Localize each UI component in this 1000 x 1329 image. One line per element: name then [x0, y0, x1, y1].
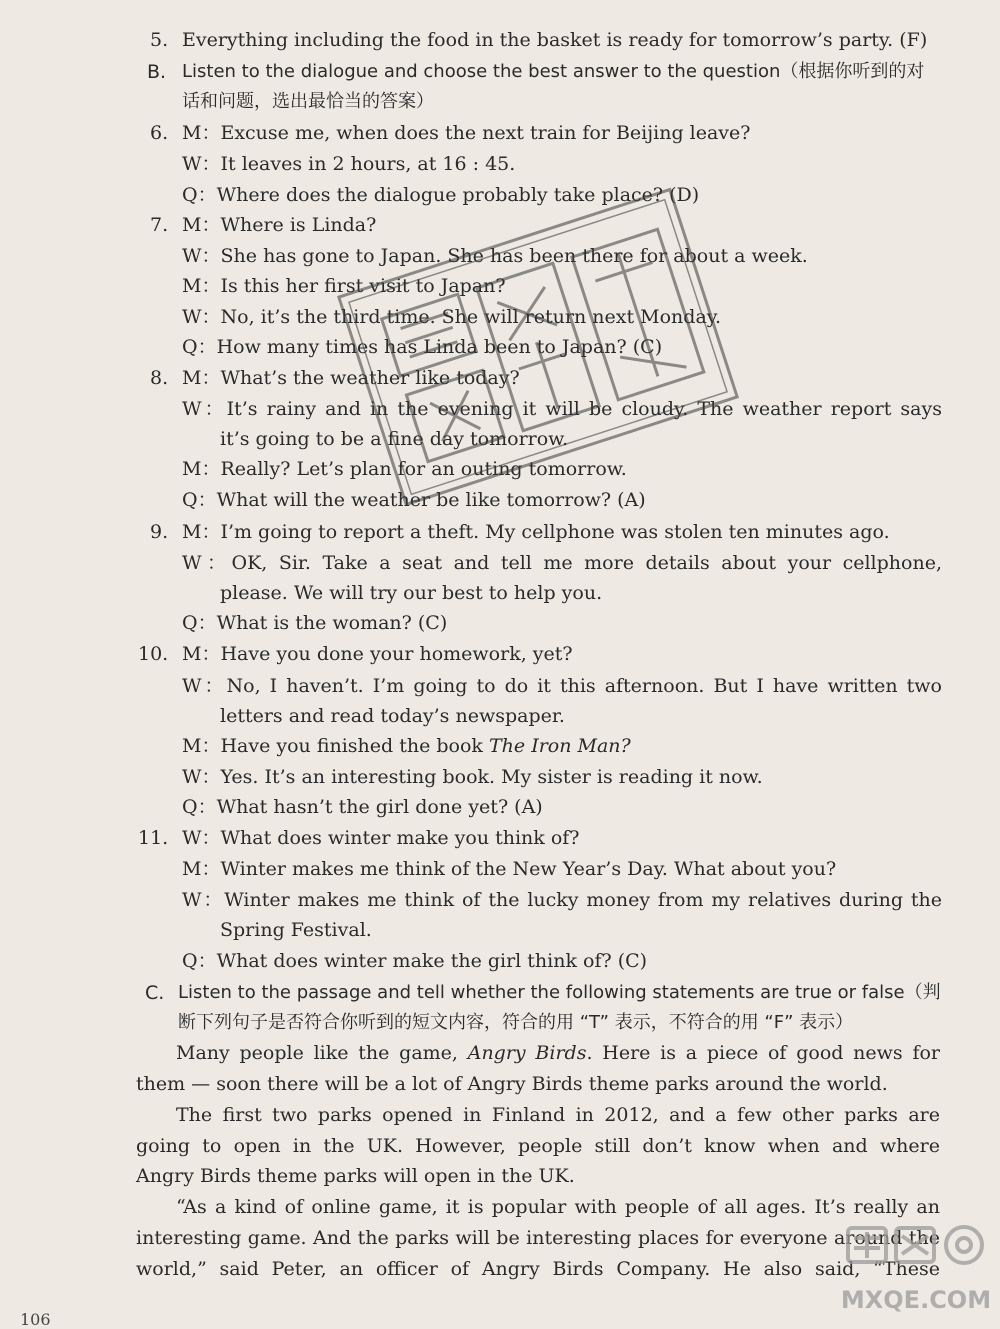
passage-line: going to open in the UK. However, people still don’t know when and where: [136, 1135, 940, 1157]
question-line: Q：What will the weather be like tomorrow? (A): [182, 489, 646, 511]
question-line: Q：What hasn’t the girl done yet? (A): [182, 796, 543, 818]
dialogue-line: M：Excuse me, when does the next train for Beijing leave?: [182, 122, 751, 144]
section-instruction: 话和问题，选出最恰当的答案）: [182, 91, 434, 112]
section-instruction: Listen to the dialogue and choose the best answer to the question（根据你听到的对: [182, 61, 925, 82]
dialogue-line: M：Winter makes me think of the New Year’s Day. What about you?: [182, 858, 837, 880]
question-line: Q：What does winter make the girl think of? (C): [182, 950, 648, 972]
dialogue-line: letters and read today’s newspaper.: [220, 705, 565, 727]
question-number: 10.: [138, 643, 169, 665]
section-letter: B.: [147, 61, 167, 83]
question-number: 11.: [138, 827, 169, 849]
dialogue-text: M：Have you finished the book: [182, 735, 489, 757]
page-number: 106: [20, 1310, 51, 1329]
dialogue-line: W：Winter makes me think of the lucky money from my relatives during the: [182, 889, 942, 911]
dialogue-line: W：It leaves in 2 hours, at 16 : 45.: [182, 153, 516, 175]
section-letter: C.: [145, 982, 165, 1004]
passage-text: . Here is a piece of good news for: [586, 1042, 940, 1064]
book-title: The Iron Man?: [489, 735, 631, 757]
dialogue-line: M：Where is Linda?: [182, 214, 377, 236]
question-number: 7.: [150, 214, 169, 236]
dialogue-line: M：What’s the weather like today?: [182, 367, 520, 389]
passage-line: interesting game. And the parks will be interesting places for everyone around the: [136, 1227, 940, 1249]
dialogue-line: it’s going to be a fine day tomorrow.: [220, 428, 569, 450]
dialogue-line: M：Is this her first visit to Japan?: [182, 275, 506, 297]
passage-text: Many people like the game,: [176, 1042, 468, 1064]
dialogue-line: W：OK, Sir. Take a seat and tell me more details about your cellphone,: [182, 552, 942, 574]
passage-line: world,” said Peter, an officer of Angry Birds Company. He also said, “These: [136, 1258, 940, 1280]
svg-text:MXQE.COM: MXQE.COM: [840, 1286, 992, 1314]
passage-line: “As a kind of online game, it is popular with people of all ages. It’s really an: [176, 1196, 940, 1218]
question-number: 6.: [150, 122, 169, 144]
dialogue-line: W：What does winter make you think of?: [182, 827, 580, 849]
passage-line: Angry Birds theme parks will open in the UK.: [136, 1165, 575, 1187]
question-number: 9.: [150, 521, 169, 543]
dialogue-line: M：I’m going to report a theft. My cellphone was stolen ten minutes ago.: [182, 521, 890, 543]
statement-text: Everything including the food in the basket is ready for tomorrow’s party. (F): [182, 29, 928, 51]
dialogue-line: W：No, I haven’t. I’m going to do it this afternoon. But I have written two: [182, 675, 942, 697]
section-instruction: 断下列句子是否符合你听到的短文内容，符合的用 “T” 表示，不符合的用 “F” 表示）: [178, 1012, 854, 1033]
question-line: Q：How many times has Linda been to Japan? (C): [182, 336, 663, 358]
dialogue-line: W：Yes. It’s an interesting book. My sister is reading it now.: [182, 766, 763, 788]
passage-line: [176, 1040, 940, 1066]
dialogue-line: W：She has gone to Japan. She has been there for about a week.: [182, 245, 808, 267]
question-line: Q：What is the woman? (C): [182, 612, 448, 634]
dialogue-line: W：No, it’s the third time. She will return next Monday.: [182, 306, 722, 328]
dialogue-line: [182, 733, 631, 759]
passage-line: The first two parks opened in Finland in 2012, and a few other parks are: [176, 1104, 940, 1126]
dialogue-line: please. We will try our best to help you.: [220, 582, 603, 604]
dialogue-line: Spring Festival.: [220, 919, 372, 941]
game-title: Angry Birds: [467, 1042, 587, 1064]
section-instruction: Listen to the passage and tell whether the following statements are true or false（判: [178, 982, 941, 1003]
question-number: 5.: [150, 29, 169, 51]
dialogue-line: M：Really? Let’s plan for an outing tomorrow.: [182, 458, 627, 480]
dialogue-line: W：It’s rainy and in the evening it will be cloudy. The weather report says: [182, 398, 942, 420]
question-line: Q：Where does the dialogue probably take place? (D): [182, 184, 700, 206]
passage-line: them — soon there will be a lot of Angry Birds theme parks around the world.: [136, 1073, 888, 1095]
question-number: 8.: [150, 367, 169, 389]
dialogue-line: M：Have you done your homework, yet?: [182, 643, 573, 665]
